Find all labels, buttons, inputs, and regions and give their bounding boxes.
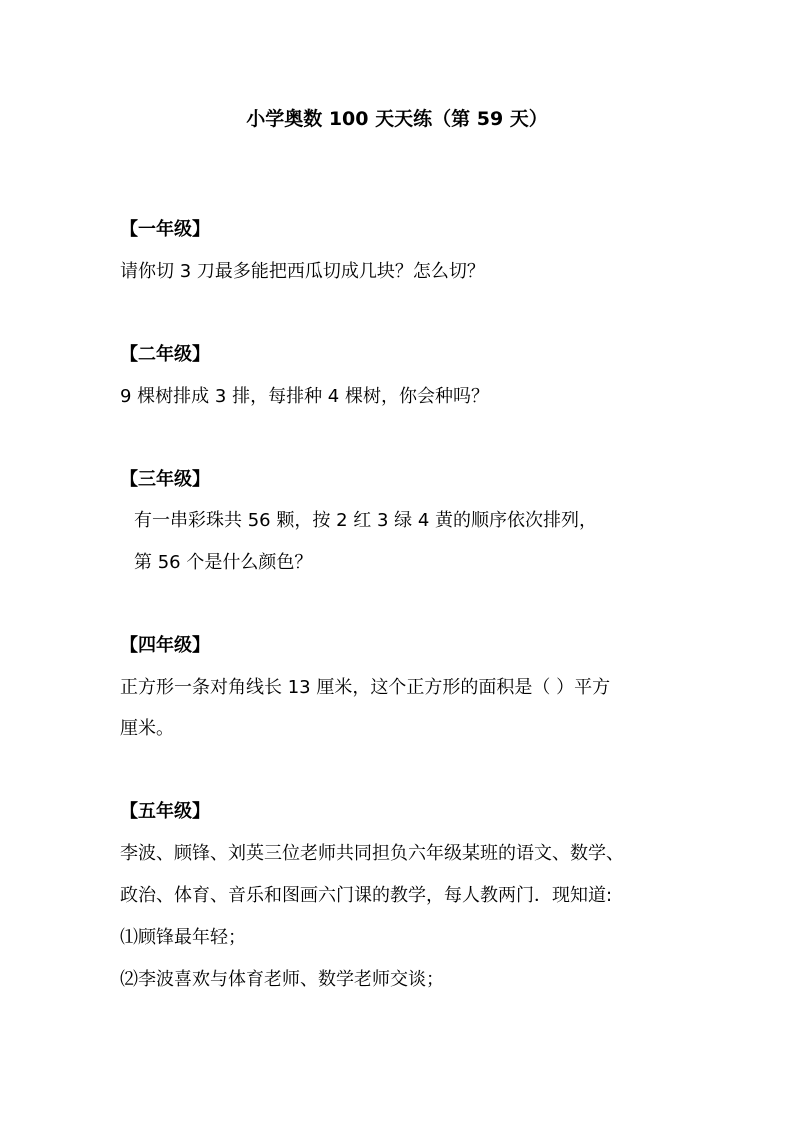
grade-4-question-line-1: 正方形一条对角线长 13 厘米，这个正方形的面积是（ ）平方	[120, 677, 611, 698]
grade-5-condition-1: ⑴顾锋最年轻；	[120, 927, 246, 948]
section-heading-grade-2: 【二年级】	[120, 344, 210, 365]
grade-5-question-line-1: 李波、顾锋、刘英三位老师共同担负六年级某班的语文、数学、	[120, 843, 624, 864]
section-heading-grade-1: 【一年级】	[120, 219, 210, 240]
grade-3-question-line-1: 有一串彩珠共 56 颗，按 2 红 3 绿 4 黄的顺序依次排列，	[134, 510, 598, 531]
grade-5-question-line-2: 政治、体育、音乐和图画六门课的教学，每人教两门．现知道:	[120, 885, 613, 906]
grade-4-question-line-2: 厘米。	[120, 718, 174, 739]
grade-1-question: 请你切 3 刀最多能把西瓜切成几块？怎么切？	[120, 261, 485, 282]
grade-3-question-line-2: 第 56 个是什么颜色？	[134, 552, 313, 573]
grade-2-question: 9 棵树排成 3 排，每排种 4 棵树，你会种吗？	[120, 386, 489, 407]
document-title: 小学奥数 100 天天练（第 59 天）	[246, 108, 548, 130]
section-heading-grade-4: 【四年级】	[120, 635, 210, 656]
section-heading-grade-3: 【三年级】	[120, 469, 210, 490]
grade-5-condition-2: ⑵李波喜欢与体育老师、数学老师交谈；	[120, 969, 444, 990]
section-heading-grade-5: 【五年级】	[120, 801, 210, 822]
